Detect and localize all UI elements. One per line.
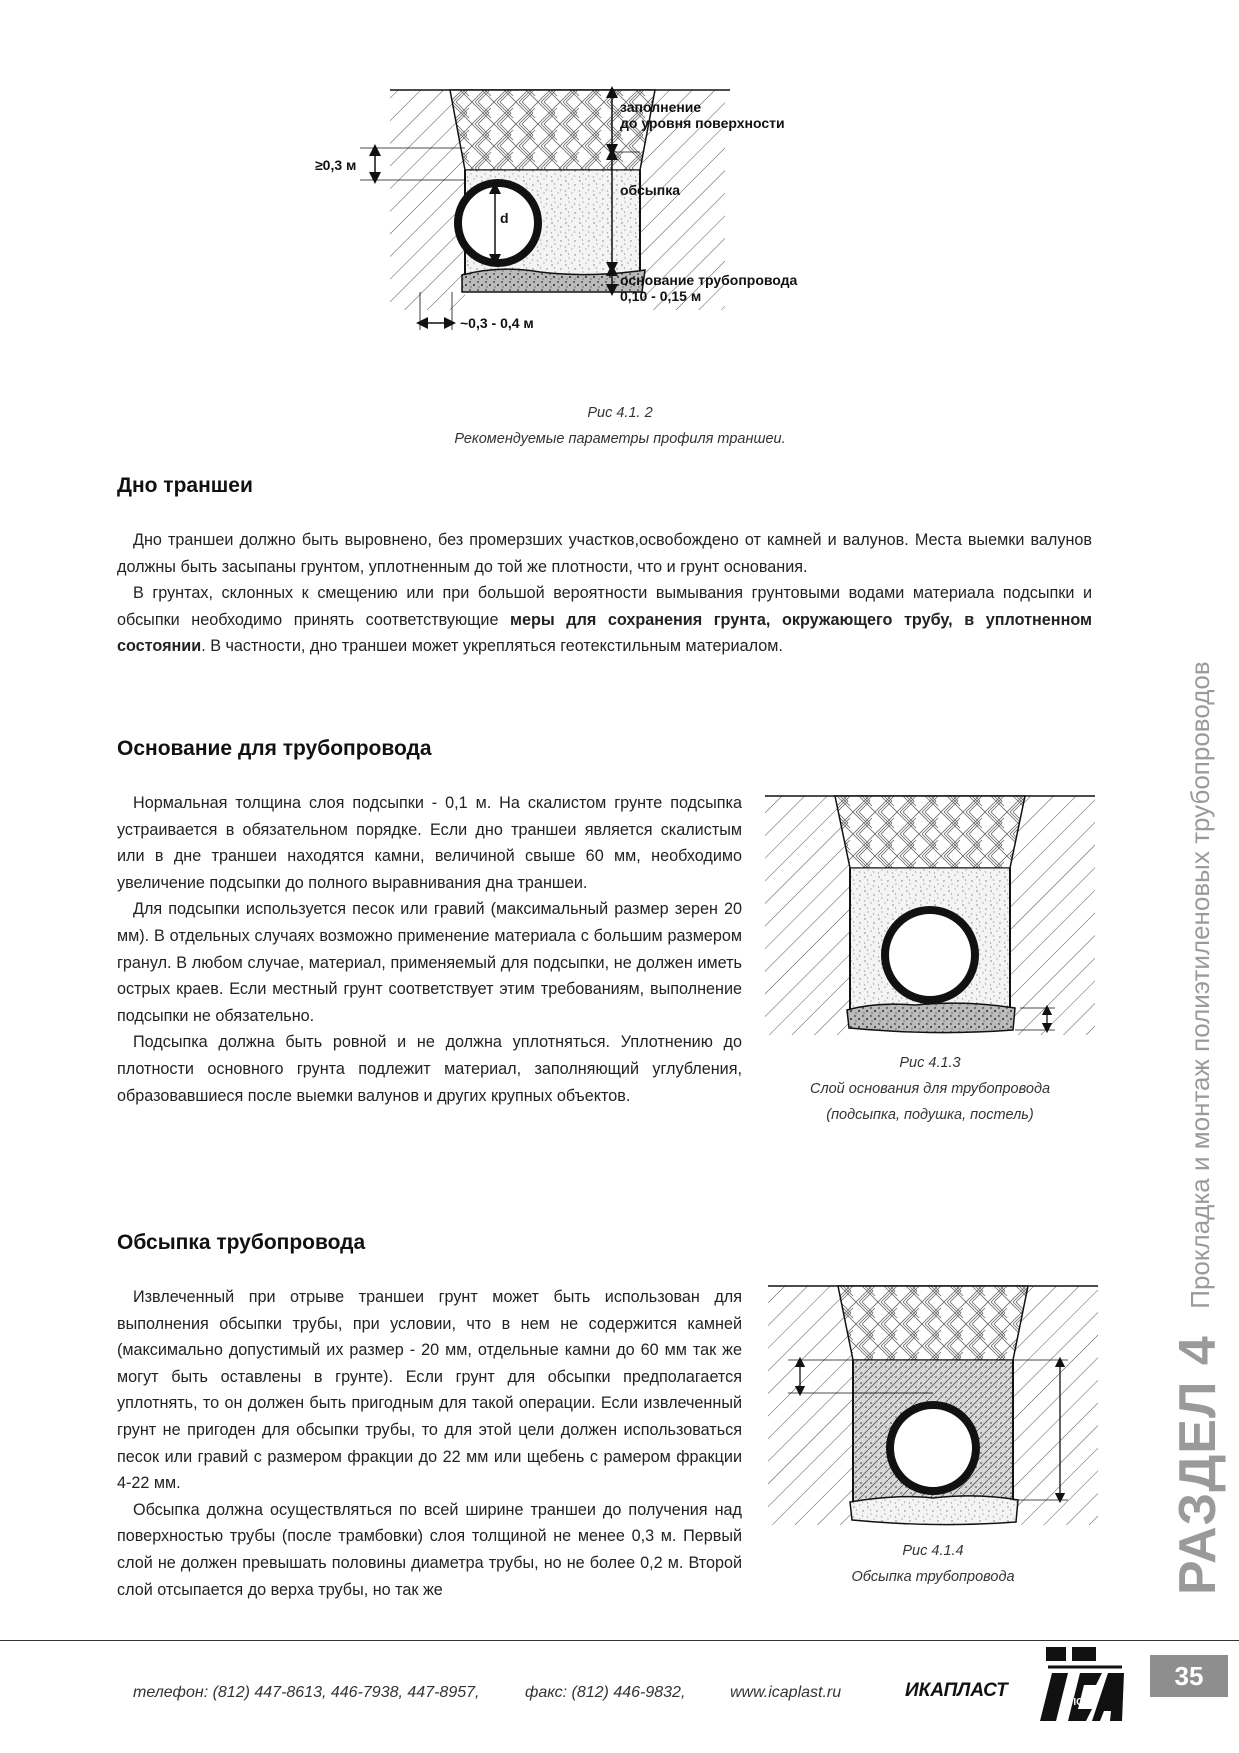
heading-trench-bottom: Дно траншеи bbox=[117, 474, 253, 497]
pipe-base-p2: Для подсыпки используется песок или гравий (максимальный размер зерен 20 мм). В отдельных случаях возможно применение материала с большим размером гранул. В любом случае, материал, применяемый для подсыпки, не должен иметь острых краев. Если местный грунт соответствует этим требованиям, выполнение подсыпки не обязательно. bbox=[117, 900, 742, 1025]
trench-bottom-p1: Дно траншеи должно быть выровнено, без промерзших участков,освобождено от камней и валунов. Места выемки валунов должны быть засыпаны грунтом, уплотненным до той же плотности, что и грунт основания. bbox=[117, 531, 1092, 576]
figure-4-1-2-trench-profile bbox=[315, 80, 900, 380]
base-label-2: 0,10 - 0,15 м bbox=[620, 288, 702, 304]
brand-name: ИКАПЛАСТ bbox=[905, 1680, 1008, 1701]
figure-4-1-2-number: Рис 4.1. 2 bbox=[587, 405, 653, 421]
bedding-zone-label: обсыпка bbox=[620, 182, 681, 198]
min-cover-label: ≥0,3 м bbox=[315, 157, 357, 173]
figure-4-1-4-number: Рис 4.1.4 bbox=[902, 1543, 964, 1559]
sidebar-section bbox=[1168, 661, 1228, 1595]
diameter-label: d bbox=[500, 210, 509, 226]
footer-phone: телефон: (812) 447-8613, 446-7938, 447-8957, bbox=[133, 1684, 480, 1701]
figure-4-1-4-caption bbox=[768, 1538, 1098, 1590]
footer-website[interactable]: www.icaplast.ru bbox=[730, 1684, 842, 1701]
sidebar-section-title: Прокладка и монтаж полиэтиленовых трубопроводов bbox=[1185, 661, 1215, 1309]
figure-4-1-3-number: Рис 4.1.3 bbox=[899, 1055, 961, 1071]
figure-4-1-2-text: Рекомендуемые параметры профиля траншеи. bbox=[454, 431, 786, 447]
fill-label-2: до уровня поверхности bbox=[620, 115, 785, 131]
footer-divider bbox=[0, 1640, 1239, 1641]
footer-fax: факс: (812) 446-9832, bbox=[525, 1684, 686, 1701]
figure-4-1-4-text: Обсыпка трубопровода bbox=[851, 1569, 1015, 1585]
pipe-base-p3: Подсыпка должна быть ровной и не должна уплотняться. Уплотнению до плотности основного грунта подлежит материал, заполняющий углубления, образовавшиеся после выемки валунов и других крупных объектов. bbox=[117, 1033, 742, 1105]
trench-bottom-bold: меры для сохранения грунта, окружающего трубу, в уплотненном состоянии bbox=[117, 610, 1092, 656]
fill-label-1: заполнение bbox=[620, 99, 702, 115]
figure-4-1-4-pipe-backfill bbox=[768, 1280, 1098, 1530]
sidebar-section-label: РАЗДЕЛ 4 bbox=[1169, 1335, 1227, 1595]
heading-pipe-backfill: Обсыпка трубопровода bbox=[117, 1231, 366, 1254]
figure-4-1-3-line2: (подсыпка, подушка, постель) bbox=[826, 1107, 1034, 1123]
pipe-base-text bbox=[117, 790, 742, 1109]
base-label-1: основание трубопровода bbox=[620, 272, 798, 288]
pipe-backfill-p2: Обсыпка должна осуществляться по всей ширине траншеи до получения над поверхностью трубы (после трамбовки) слоя толщиной не менее 0,3 м. Первый слой не должен превышать половины диаметра трубы, но не более 0,2 м. Второй слой отсыпается до верха трубы, но так же bbox=[117, 1500, 742, 1599]
figure-4-1-3-bedding-layer bbox=[765, 790, 1095, 1040]
trench-bottom-text bbox=[117, 527, 1092, 660]
ica-logo bbox=[1038, 1645, 1126, 1723]
figure-4-1-3-line1: Слой основания для трубопровода bbox=[809, 1081, 1051, 1097]
figure-4-1-3-caption bbox=[765, 1050, 1095, 1128]
trench-bottom-p2: В грунтах, склонных к смещению или при большой вероятности вымывания грунтовыми водами материала подсыпки и обсыпки необходимо принять соответствующие меры для сохранения грунта, окружающего трубу, в уплотненном состоянии. В частности, дно траншеи может укрепляться геотекстильным материалом. bbox=[117, 584, 1092, 656]
page-number: 35 bbox=[1174, 1660, 1204, 1691]
page-number-badge bbox=[1150, 1655, 1228, 1697]
figure-4-1-2-caption bbox=[340, 400, 900, 452]
pipe-backfill-text bbox=[117, 1284, 742, 1603]
logo-text: ICA bbox=[1073, 1697, 1091, 1708]
side-gap-label: ~0,3 - 0,4 м bbox=[460, 315, 534, 331]
pipe-base-p1: Нормальная толщина слоя подсыпки - 0,1 м. На скалистом грунте подсыпка устраивается в обязательном порядке. Если дно траншеи является скалистым или в дне траншеи находятся камни, величиной свыше 60 мм, необходимо увеличение подсыпки до полного выравнивания дна траншеи. bbox=[117, 794, 742, 892]
heading-pipe-base: Основание для трубопровода bbox=[117, 737, 432, 760]
pipe-backfill-p1: Извлеченный при отрыве траншеи грунт может быть использован для выполнения обсыпки трубы, при условии, что в нем не содержится камней (максимально допустимый их размер - 20 мм, отдельные камни до 60 мм так же могут быть оставлены в грунте). Если грунт для обсыпки предполагается уплотнять, то он должен быть пригодным для такой операции. Если извлеченный грунт не пригоден для обсыпки трубы, то для этой цели должен использоваться песок или гравий с размером фракции до 22 мм или щебень с рамером фракции 4-22 мм. bbox=[117, 1288, 742, 1493]
